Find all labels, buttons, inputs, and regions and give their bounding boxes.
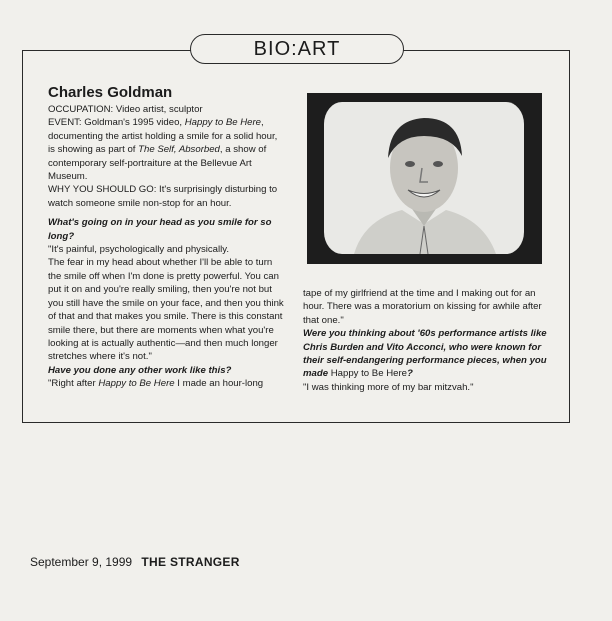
section-title: BIO:ART xyxy=(253,37,341,60)
tv-screen xyxy=(324,102,524,254)
show-title: The Self, Absorbed xyxy=(138,144,220,156)
answer-2-continued: tape of my girlfriend at the time and I making out for an hour. There was a moratorium on kissing for awhile after that one." xyxy=(303,288,542,326)
section-header xyxy=(190,34,404,64)
answer-3: "I was thinking more of my bar mitzvah." xyxy=(303,381,474,393)
portrait-image xyxy=(324,102,524,254)
article-title: Charles Goldman xyxy=(48,84,173,101)
answer-1-body: The fear in my head about whether I'll be able to turn the smile off when I'm done is pretty powerful. You can put it on and you're really smiling, then you're not but you still have the smile on your face, and then you think of that and that makes you smile. There is this constant smile there, but there are moments when what you're looking at is actually authentic—and then much longer stretches where it's not." xyxy=(48,257,284,363)
page-footer xyxy=(30,555,240,569)
why-paragraph: WHY YOU SHOULD GO: It's surprisingly disturbing to watch someone smile non-stop for an hour. xyxy=(48,184,278,209)
event-paragraph: EVENT: Goldman's 1995 video, Happy to Be Here, documenting the artist holding a smile for a solid hour, is showing as part of The Self, Absorbed, a show of contemporary self-portraiture at the Bellevue Art Museum. xyxy=(48,117,278,183)
left-column xyxy=(48,103,286,391)
tv-photo xyxy=(307,93,542,264)
video-title: Happy to Be Here xyxy=(184,117,262,129)
question-2: Have you done any other work like this? xyxy=(48,364,232,376)
occupation-line: OCCUPATION: Video artist, sculptor xyxy=(48,104,203,115)
question-3: Were you thinking about '60s performance artists like Chris Burden and Vito Acconci, who were known for their self-endangering performance pieces, when you made Happy to Be Here? xyxy=(303,328,547,380)
publication-name: THE STRANGER xyxy=(141,555,240,569)
answer-1-intro: "It's painful, psychologically and physically. xyxy=(48,244,230,256)
answer-2-start: "Right after Happy to Be Here I made an hour-long xyxy=(48,378,264,390)
issue-date: September 9, 1999 xyxy=(30,555,133,569)
right-column xyxy=(303,287,548,394)
question-1: What's going on in your head as you smile for so long? xyxy=(48,217,272,242)
